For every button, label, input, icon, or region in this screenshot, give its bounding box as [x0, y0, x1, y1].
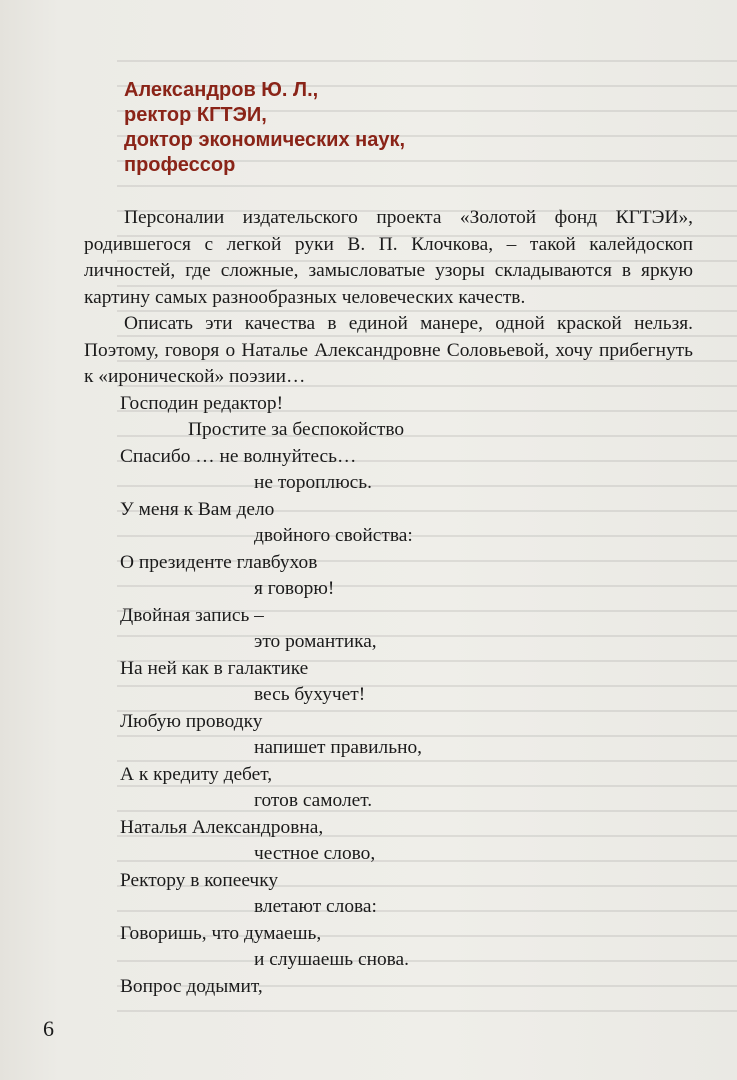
poem-line: я говорю!	[254, 578, 335, 599]
poem-line: двойного свойства:	[254, 525, 413, 546]
poem-line: честное слово,	[254, 843, 376, 864]
author-name: Александров Ю. Л.,	[124, 79, 319, 101]
poem-line: Наталья Александровна,	[120, 816, 324, 838]
poem	[84, 391, 693, 1001]
paragraph: Описать эти качества в единой манере, одной краской нельзя. Поэтому, говоря о Наталье Александровне Соловьевой, хочу прибегнуть к «иронической» поэзии…	[84, 313, 693, 387]
body-text	[84, 205, 693, 1000]
poem-line: и слушаешь снова.	[254, 949, 410, 970]
poem-line: У меня к Вам дело	[120, 498, 275, 520]
poem-line: это романтика,	[254, 631, 377, 652]
poem-line: А к кредиту дебет,	[120, 763, 273, 785]
poem-line: не тороплюсь.	[254, 472, 372, 493]
poem-line: Вопрос додымит,	[120, 975, 263, 997]
poem-line: Господин редактор!	[120, 392, 284, 414]
poem-line: напишет правильно,	[254, 737, 422, 758]
author-title: профессор	[124, 154, 236, 176]
poem-line: влетают слова:	[254, 896, 377, 917]
poem-line: На ней как в галактике	[120, 657, 309, 679]
poem-line: весь бухучет!	[254, 684, 366, 705]
poem-line: Говоришь, что думаешь,	[120, 922, 322, 944]
paragraph: Персоналии издательского проекта «Золотой фонд КГТЭИ», родившегося с легкой руки В. П. Клочкова, – такой калейдоскоп личностей, где сложные, замысловатые узоры складываются в яркую картину самых разнообразных человеческих качеств.	[84, 207, 693, 308]
poem-line: готов самолет.	[254, 790, 373, 811]
poem-line: Ректору в копеечку	[120, 869, 279, 891]
page-number: 6	[43, 1016, 54, 1041]
poem-line: Двойная запись –	[120, 604, 264, 626]
author-degree: доктор экономических наук,	[124, 129, 406, 151]
poem-line: Простите за беспокойство	[188, 419, 405, 440]
poem-line: Любую проводку	[120, 710, 263, 732]
poem-line: Спасибо … не волнуйтесь…	[120, 445, 357, 467]
author-position: ректор КГТЭИ,	[124, 104, 267, 126]
poem-line: О президенте главбухов	[120, 551, 318, 573]
author-block	[124, 78, 405, 178]
